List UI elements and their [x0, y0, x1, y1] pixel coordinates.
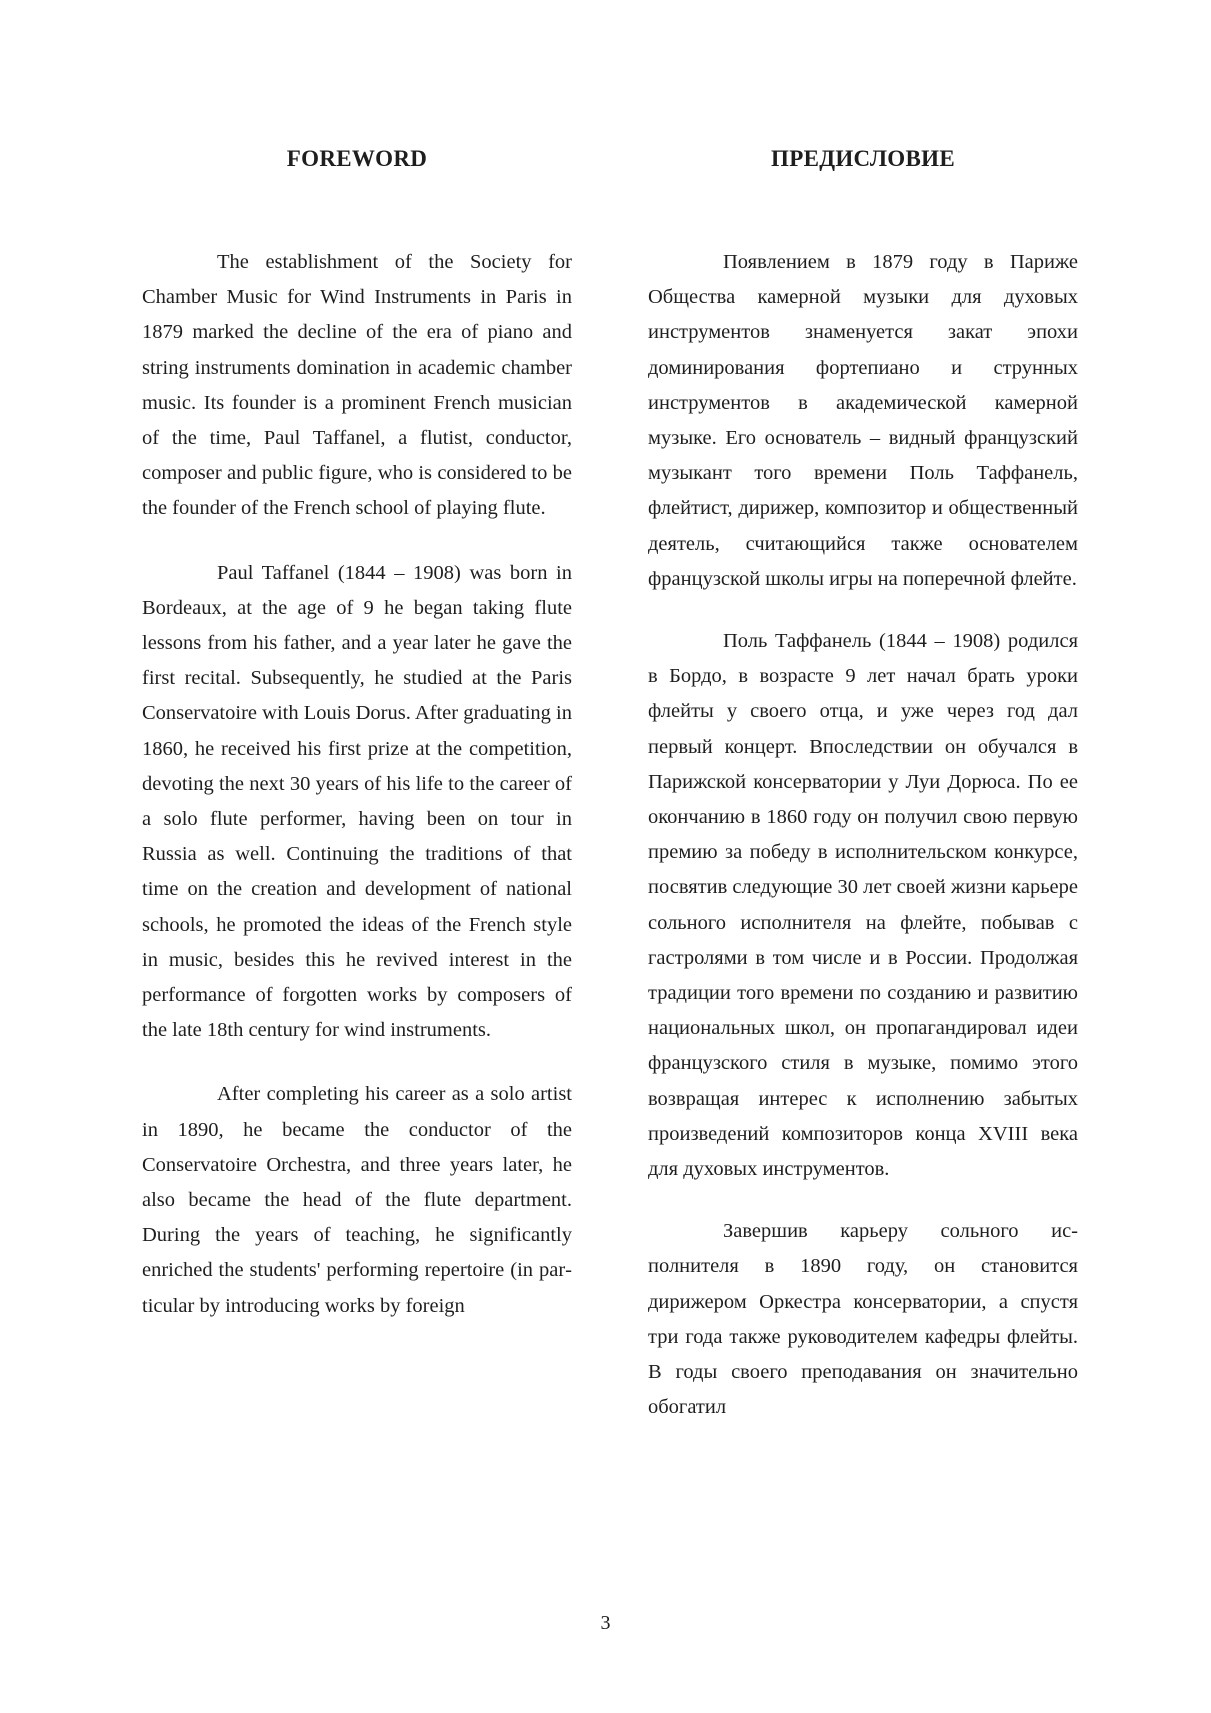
- english-paragraph-3: After completing his career as a solo artist in 1890, he became the conductor of the Conservatoire Orchestra, and three years later, he also became the head of the flute department. During the years of teaching, he significantly enriched the students' performing repertoire (in particular by introducing works by foreign: [142, 1083, 572, 1317]
- page-number: 3: [600, 1612, 611, 1634]
- russian-body: [648, 245, 1078, 1453]
- russian-paragraph-2: Поль Таффанель (1844 – 1908) родился в Бордо, в возрасте 9 лет начал брать уроки флейты у своего отца, и уже через год дал первый концерт. Впоследствии он обучался в Парижской консерватории у Луи Дорюса. По ее окончанию в 1860 году он получил свою первую премию за победу в исполнительском конкурсе, посвятив следующие 30 лет своей жизни карьере сольного исполнителя на флейте, побывав с гастролями в том числе и в России. Продолжая традиции того времени по созданию и развитию национальных школ, он пропагандировал идеи французского стиля в музыке, помимо этого возвращая интерес к исполнению забытых произведений композиторов конца XVIII века для духовых инструментов.: [648, 630, 1078, 1181]
- russian-heading: ПРЕДИСЛОВИЕ: [771, 146, 955, 171]
- russian-paragraph-1: Появлением в 1879 году в Париже Общества камерной музыки для духовых инструментов знаменуется закат эпохи доминирования фортепиано и струнных инструментов в академической камерной музыке. Его основатель – видный французский музыкант того времени Поль Таффанель, флейтист, дирижер, композитор и общественный деятель, считающийся также основателем французской школы игры на поперечной флейте.: [648, 251, 1078, 590]
- english-paragraph-1: The establishment of the Society for Chamber Music for Wind Instruments in Paris in 1879 marked the decline of the era of piano and string instruments domination in academic chamber music. Its founder is a prominent French musician of the time, Paul Taffanel, a flutist, conductor, composer and public figure, who is considered to be the founder of the French school of playing flute.: [142, 251, 572, 520]
- russian-paragraph-3: Завершив карьеру сольного исполнителя в 1890 году, он становится дирижером Оркестра консерватории, а спустя три года также руководителем кафедры флейты. В годы своего преподавания он значительно обогатил: [648, 1220, 1078, 1419]
- english-body: [142, 245, 572, 1353]
- english-heading: FOREWORD: [286, 146, 428, 171]
- english-paragraph-2: Paul Taffanel (1844 – 1908) was born in Bordeaux, at the age of 9 he began taking flute lessons from his father, and a year later he gave the first recital. Subsequently, he studied at the Paris Conservatoire with Louis Dorus. After graduating in 1860, he received his first prize at the competition, devoting the next 30 years of his life to the career of a solo flute performer, having been on tour in Russia as well. Continuing the traditions of that time on the creation and development of national schools, he promoted the ideas of the French style in music, besides this he revived interest in the performance of forgotten works by composers of the late 18th century for wind instruments.: [142, 561, 572, 1042]
